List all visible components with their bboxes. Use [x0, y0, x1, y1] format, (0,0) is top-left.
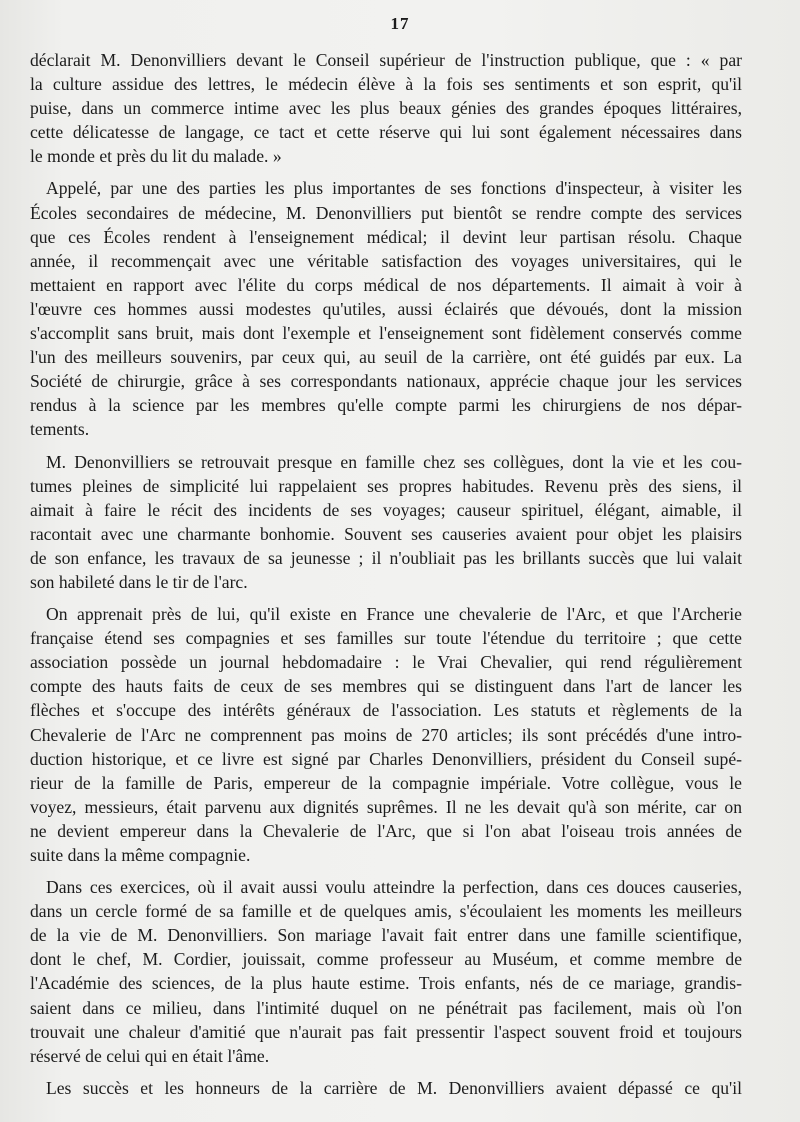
text-line: l'un des meilleurs souvenirs, par ceux qui, au seuil de la carrière, ont été guidés par eux. La	[30, 347, 742, 368]
text-line: puise, dans un commerce intime avec les plus beaux génies des grandes époques littéraires,	[30, 98, 742, 119]
text-line: de son enfance, les travaux de sa jeunesse ; il n'oubliait pas les brillants succès que lui valait	[30, 547, 742, 568]
text-line: le monde et près du lit du malade. »	[30, 146, 282, 167]
text-line: que ces Écoles rendent à l'enseignement médical; il devint leur partisan résolu. Chaque	[30, 226, 742, 247]
text-line: tumes pleines de simplicité lui rappelaient ses propres habitudes. Revenu près des siens, il	[30, 475, 742, 496]
paragraph-3	[30, 450, 742, 595]
page-number: 17	[390, 14, 410, 33]
text-line: Appelé, par une des parties les plus importantes de ses fonctions d'inspecteur, à visiter les	[46, 178, 742, 199]
paragraph-4	[30, 602, 742, 867]
text-line: voyez, messieurs, était parvenu aux dignités suprêmes. Il ne les devait qu'à son mérite, car on	[30, 796, 742, 817]
paragraph-2	[30, 176, 742, 441]
text-line: de la vie de M. Denonvilliers. Son mariage l'avait fait entrer dans une famille scientifique,	[30, 925, 742, 946]
text-line: dans un cercle formé de sa famille et de quelques amis, s'écoulaient les moments les meilleurs	[30, 901, 742, 922]
text-line: son habileté dans le tir de l'arc.	[30, 571, 248, 592]
text-line: la culture assidue des lettres, le médecin élève à la fois ses sentiments et son esprit, qu'il	[30, 74, 742, 95]
text-line: racontait avec une charmante bonhomie. Souvent ses causeries avaient pour objet les plaisirs	[30, 523, 742, 544]
text-line: cette délicatesse de langage, ce tact et cette réserve qui lui sont également nécessaires dans	[30, 122, 742, 143]
text-line: saient dans ce milieu, dans l'intimité duquel on ne pénétrait pas facilement, mais où l'on	[30, 997, 742, 1018]
text-line: compte des hauts faits de ceux de ses membres qui se distinguent dans l'art de lancer les	[30, 676, 742, 697]
text-line: Société de chirurgie, grâce à ses correspondants nationaux, apprécie chaque jour les services	[30, 371, 742, 392]
text-line: rendus à la science par les membres qu'elle compte parmi les chirurgiens de nos dépar-	[30, 395, 742, 416]
text-line: l'œuvre ces hommes aussi modestes qu'utiles, aussi éclairés que dévoués, dont la mission	[30, 298, 742, 319]
text-line: suite dans la même compagnie.	[30, 845, 251, 865]
text-line: On apprenait près de lui, qu'il existe en France une chevalerie de l'Arc, et que l'Archerie	[46, 604, 742, 625]
text-line: aimait à faire le récit des incidents de ses voyages; causeur spirituel, élégant, aimable, il	[30, 499, 742, 520]
text-line: association possède un journal hebdomadaire : le Vrai Chevalier, qui rend régulièrement	[30, 652, 742, 673]
text-line: Chevalerie de l'Arc ne comprennent pas moins de 270 articles; ils sont précédés d'une intro-	[30, 724, 742, 745]
text-line: s'accomplit sans bruit, mais dont l'exemple et l'enseignement sont fidèlement conservés comme	[30, 323, 742, 344]
text-line: mettaient en rapport avec l'élite du corps médical de nos départements. Il aimait à voir à	[30, 274, 742, 295]
text-line: dont le chef, M. Cordier, jouissait, comme professeur au Muséum, et comme membre de	[30, 949, 742, 970]
text-line: Les succès et les honneurs de la carrière de M. Denonvilliers avaient dépassé ce qu'il	[46, 1077, 742, 1098]
text-line: française étend ses compagnies et ses familles sur toute l'étendue du territoire ; que cette	[30, 628, 742, 649]
text-line: duction historique, et ce livre est signé par Charles Denonvilliers, président du Conseil supé-	[30, 748, 742, 769]
text-line: trouvait une chaleur d'amitié que n'aurait pas fait pressentir l'aspect souvent froid et toujours	[30, 1021, 742, 1042]
text-line: rieur de la famille de Paris, empereur de la compagnie impériale. Votre collègue, vous le	[30, 772, 742, 793]
text-line: M. Denonvilliers se retrouvait presque en famille chez ses collègues, dont la vie et les cou-	[46, 451, 742, 472]
text-line: l'Académie des sciences, de la plus haute estime. Trois enfants, nés de ce mariage, grandis-	[30, 973, 742, 994]
text-body	[30, 48, 742, 1108]
text-line: ne devient empereur dans la Chevalerie de l'Arc, que si l'on abat l'oiseau trois années de	[30, 820, 742, 841]
paragraph-5	[30, 875, 742, 1068]
text-line: année, il recommençait avec une véritable satisfaction des voyages universitaires, qui le	[30, 250, 742, 271]
text-line: Dans ces exercices, où il avait aussi voulu atteindre la perfection, dans ces douces causeries,	[46, 877, 742, 898]
text-line: réservé de celui qui en était l'âme.	[30, 1045, 270, 1066]
paragraph-6	[30, 1076, 742, 1100]
text-line: tements.	[30, 419, 90, 440]
paragraph-1	[30, 48, 742, 168]
text-line: Écoles secondaires de médecine, M. Denonvilliers put bientôt se rendre compte des services	[30, 202, 742, 223]
text-line: déclarait M. Denonvilliers devant le Conseil supérieur de l'instruction publique, que : « par	[30, 50, 742, 70]
text-line: flèches et s'occupe des intérêts généraux de l'association. Les statuts et règlements de la	[30, 700, 742, 721]
